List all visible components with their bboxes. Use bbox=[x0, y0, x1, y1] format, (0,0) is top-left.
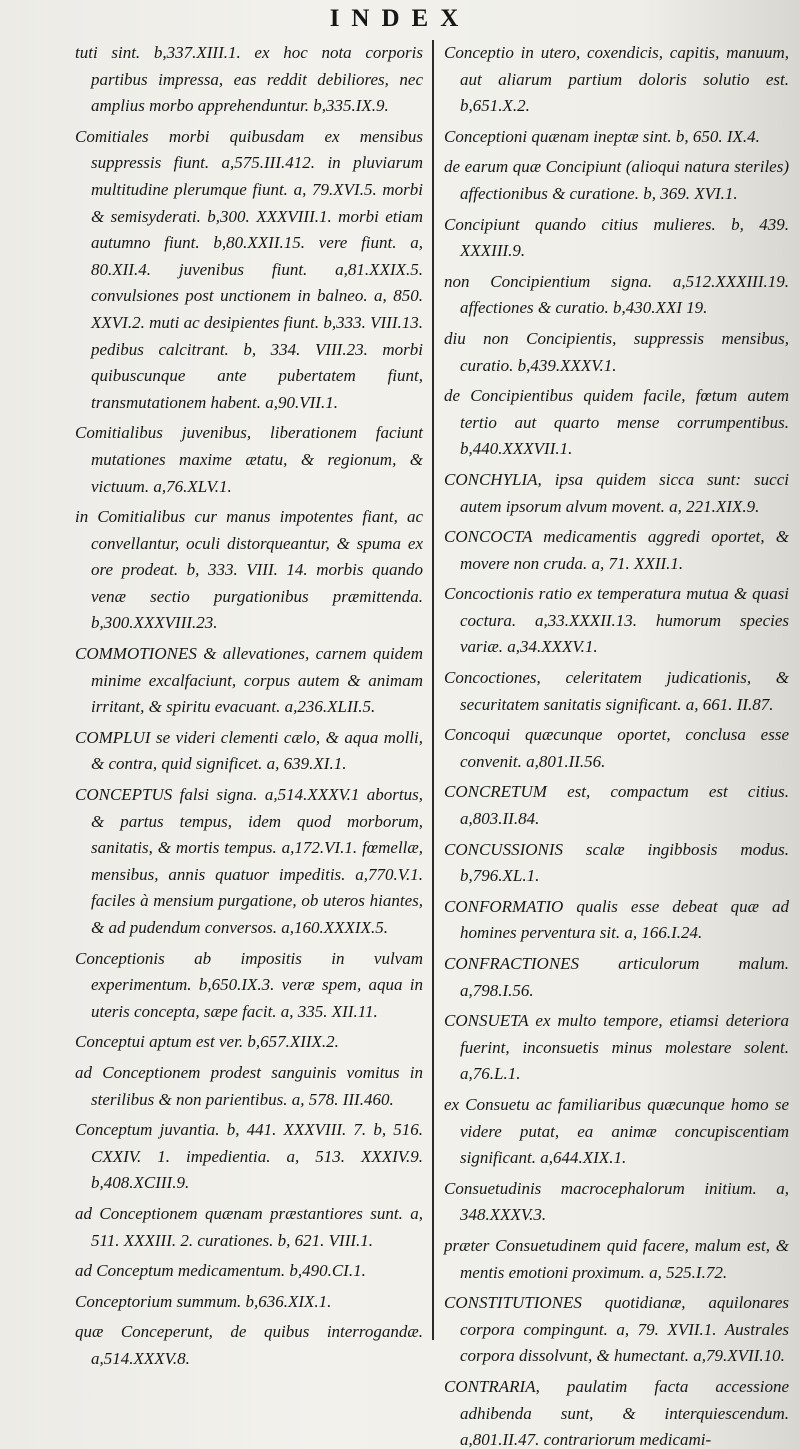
index-entry: Concipiunt quando citius mulieres. b, 439. XXXIII.9. bbox=[444, 214, 789, 261]
index-entry: CONCOCTA medicamentis aggredi oportet, & movere non cruda. a, 71. XXII.1. bbox=[444, 527, 789, 573]
index-entry: Concoctiones, celeritatem judicationis, & securitatem sanitatis significant. a, 661. II.87. bbox=[444, 668, 789, 714]
index-entry: ad Conceptum medicamentum. b,490.CI.1. bbox=[75, 1261, 366, 1281]
index-entry: CONFORMATIO qualis esse debeat quæ ad homines perventura sit. a, 166.I.24. bbox=[444, 896, 789, 943]
page-header: INDEX bbox=[329, 5, 471, 32]
index-entry: Conceptui aptum est ver. b,657.XIIX.2. bbox=[75, 1032, 339, 1052]
index-entry: Conceptorium summum. b,636.XIX.1. bbox=[75, 1291, 332, 1311]
index-entry: COMMOTIONES & allevationes, carnem quidem minime excalfaciunt, corpus autem & animam irritant, & spiritu evacuant. a,236.XLII.5. bbox=[75, 644, 423, 717]
index-entry: non Concipientium signa. a,512.XXXIII.19. affectiones & curatio. b,430.XXI 19. bbox=[444, 271, 789, 318]
index-entry: Conceptioni quænam ineptæ sint. b, 650. IX.4. bbox=[444, 126, 760, 146]
index-entry: CONTRARIA, paulatim facta accessione adhibenda sunt, & interquiescendum. a,801.II.47. contrariorum medicami- bbox=[444, 1376, 789, 1449]
index-entry: Conceptio in utero, coxendicis, capitis, manuum, aut aliarum partium doloris solutio est. b,651.X.2. bbox=[444, 43, 789, 116]
left-column bbox=[75, 40, 423, 1377]
index-entry: diu non Concipientis, suppressis mensibus, curatio. b,439.XXXV.1. bbox=[444, 328, 789, 375]
index-entry: Consuetudinis macrocephalorum initium. a, 348.XXXV.3. bbox=[444, 1178, 789, 1225]
index-entry: de earum quæ Concipiunt (alioqui natura steriles) affectionibus & curatione. b, 369. XVI.1. bbox=[444, 157, 789, 203]
column-divider bbox=[432, 40, 434, 1340]
index-entry: CONCEPTUS falsi signa. a,514.XXXV.1 abortus, & partus tempus, idem quod morborum, sanitatis, & mortis tempus. a,172.VI.1. fœmellæ, mensibus, annis quatuor impeditis. a,770.V.1. faciles à mensium purgatione, ob uteros hiantes, & ad pudendum conversos. a,160.XXXIX.5. bbox=[75, 785, 423, 937]
index-entry: Concoctionis ratio ex temperatura mutua & quasi coctura. a,33.XXXII.13. humorum species variæ. a,34.XXXV.1. bbox=[444, 584, 789, 657]
index-entry: CONCHYLIA, ipsa quidem sicca sunt: succi autem ipsorum alvum movent. a, 221.XIX.9. bbox=[444, 469, 789, 516]
index-entry: Comitiales morbi quibusdam ex mensibus suppressis fiunt. a,575.III.412. in pluviarum multitudine plerumque fiunt. a, 79.XVI.5. morbi & semisyderati. b,300. XXXVIII.1. morbi etiam autumno fiunt. b,80.XXII.15. vere fiunt. a, 80.XII.4. juvenibus fiunt. a,81.XXIX.5. convulsiones post unctionem in balneo. a, 850. XXVI.2. muti ac desipientes fiunt. b,333. VIII.13. pedibus calcitrant. b, 334. VIII.23. morbi quibuscunque ante pubertatem fiunt, transmutationem habent. a,90.VII.1. bbox=[75, 126, 423, 412]
index-entry: de Concipientibus quidem facile, fœtum autem tertio aut quarto mense corrumpentibus. b,440.XXXVII.1. bbox=[444, 386, 789, 459]
index-entry: Comitialibus juvenibus, liberationem faciunt mutationes maxime ætatu, & regionum, & victuum. a,76.XLV.1. bbox=[75, 423, 423, 496]
index-entry: COMPLUI se videri clementi cælo, & aqua molli, & contra, quid significet. a, 639.XI.1. bbox=[75, 727, 423, 774]
index-entry: ad Conceptionem quænam præstantiores sunt. a, 511. XXXIII. 2. curationes. b, 621. VIII.1. bbox=[75, 1203, 423, 1250]
index-entry: CONSUETA ex multo tempore, etiamsi deteriora fuerint, inconsuetis minus molestare solent. a,76.L.1. bbox=[444, 1011, 789, 1084]
index-entry: ad Conceptionem prodest sanguinis vomitus in sterilibus & non parientibus. a, 578. III.460. bbox=[75, 1062, 423, 1109]
index-entry: in Comitialibus cur manus impotentes fiant, ac convellantur, oculi distorqueantur, & spuma ex ore prodeat. b, 333. VIII. 14. morbis quando venæ sectio purgationibus præmittenda. b,300.XXXVIII.23. bbox=[75, 507, 423, 633]
index-entry: CONCUSSIONIS scalæ ingibbosis modus. b,796.XL.1. bbox=[444, 839, 789, 886]
index-entry: tuti sint. b,337.XIII.1. ex hoc nota corporis partibus impressa, eas reddit debiliores, nec amplius morbo apprehenduntur. b,335.IX.9. bbox=[75, 43, 423, 116]
index-entry: CONFRACTIONES articulorum malum. a,798.I.56. bbox=[444, 954, 789, 1000]
index-entry: Concoqui quæcunque oportet, conclusa esse convenit. a,801.II.56. bbox=[444, 725, 789, 771]
index-entry: præter Consuetudinem quid facere, malum est, & mentis emotioni proximum. a, 525.I.72. bbox=[444, 1235, 789, 1282]
index-entry: Conceptionis ab impositis in vulvam experimentum. b,650.IX.3. veræ spem, aqua in uteris concepta, sæpe facit. a, 335. XII.11. bbox=[75, 948, 423, 1021]
right-column bbox=[444, 40, 789, 1449]
index-entry: Conceptum juvantia. b, 441. XXXVIII. 7. b, 516. CXXIV. 1. impedientia. a, 513. XXXIV.9. b,408.XCIII.9. bbox=[75, 1120, 423, 1193]
index-entry: quæ Conceperunt, de quibus interrogandæ. a,514.XXXV.8. bbox=[75, 1322, 423, 1368]
index-entry: CONSTITUTIONES quotidianæ, aquilonares corpora compingunt. a, 79. XVII.1. Australes corpora dissolvunt, & humectant. a,79.XVII.10. bbox=[444, 1293, 789, 1366]
index-entry: ex Consuetu ac familiaribus quæcunque homo se videre putat, ea animæ concupiscentiam significant. a,644.XIX.1. bbox=[444, 1094, 789, 1168]
index-entry: CONCRETUM est, compactum est citius. a,803.II.84. bbox=[444, 782, 789, 829]
